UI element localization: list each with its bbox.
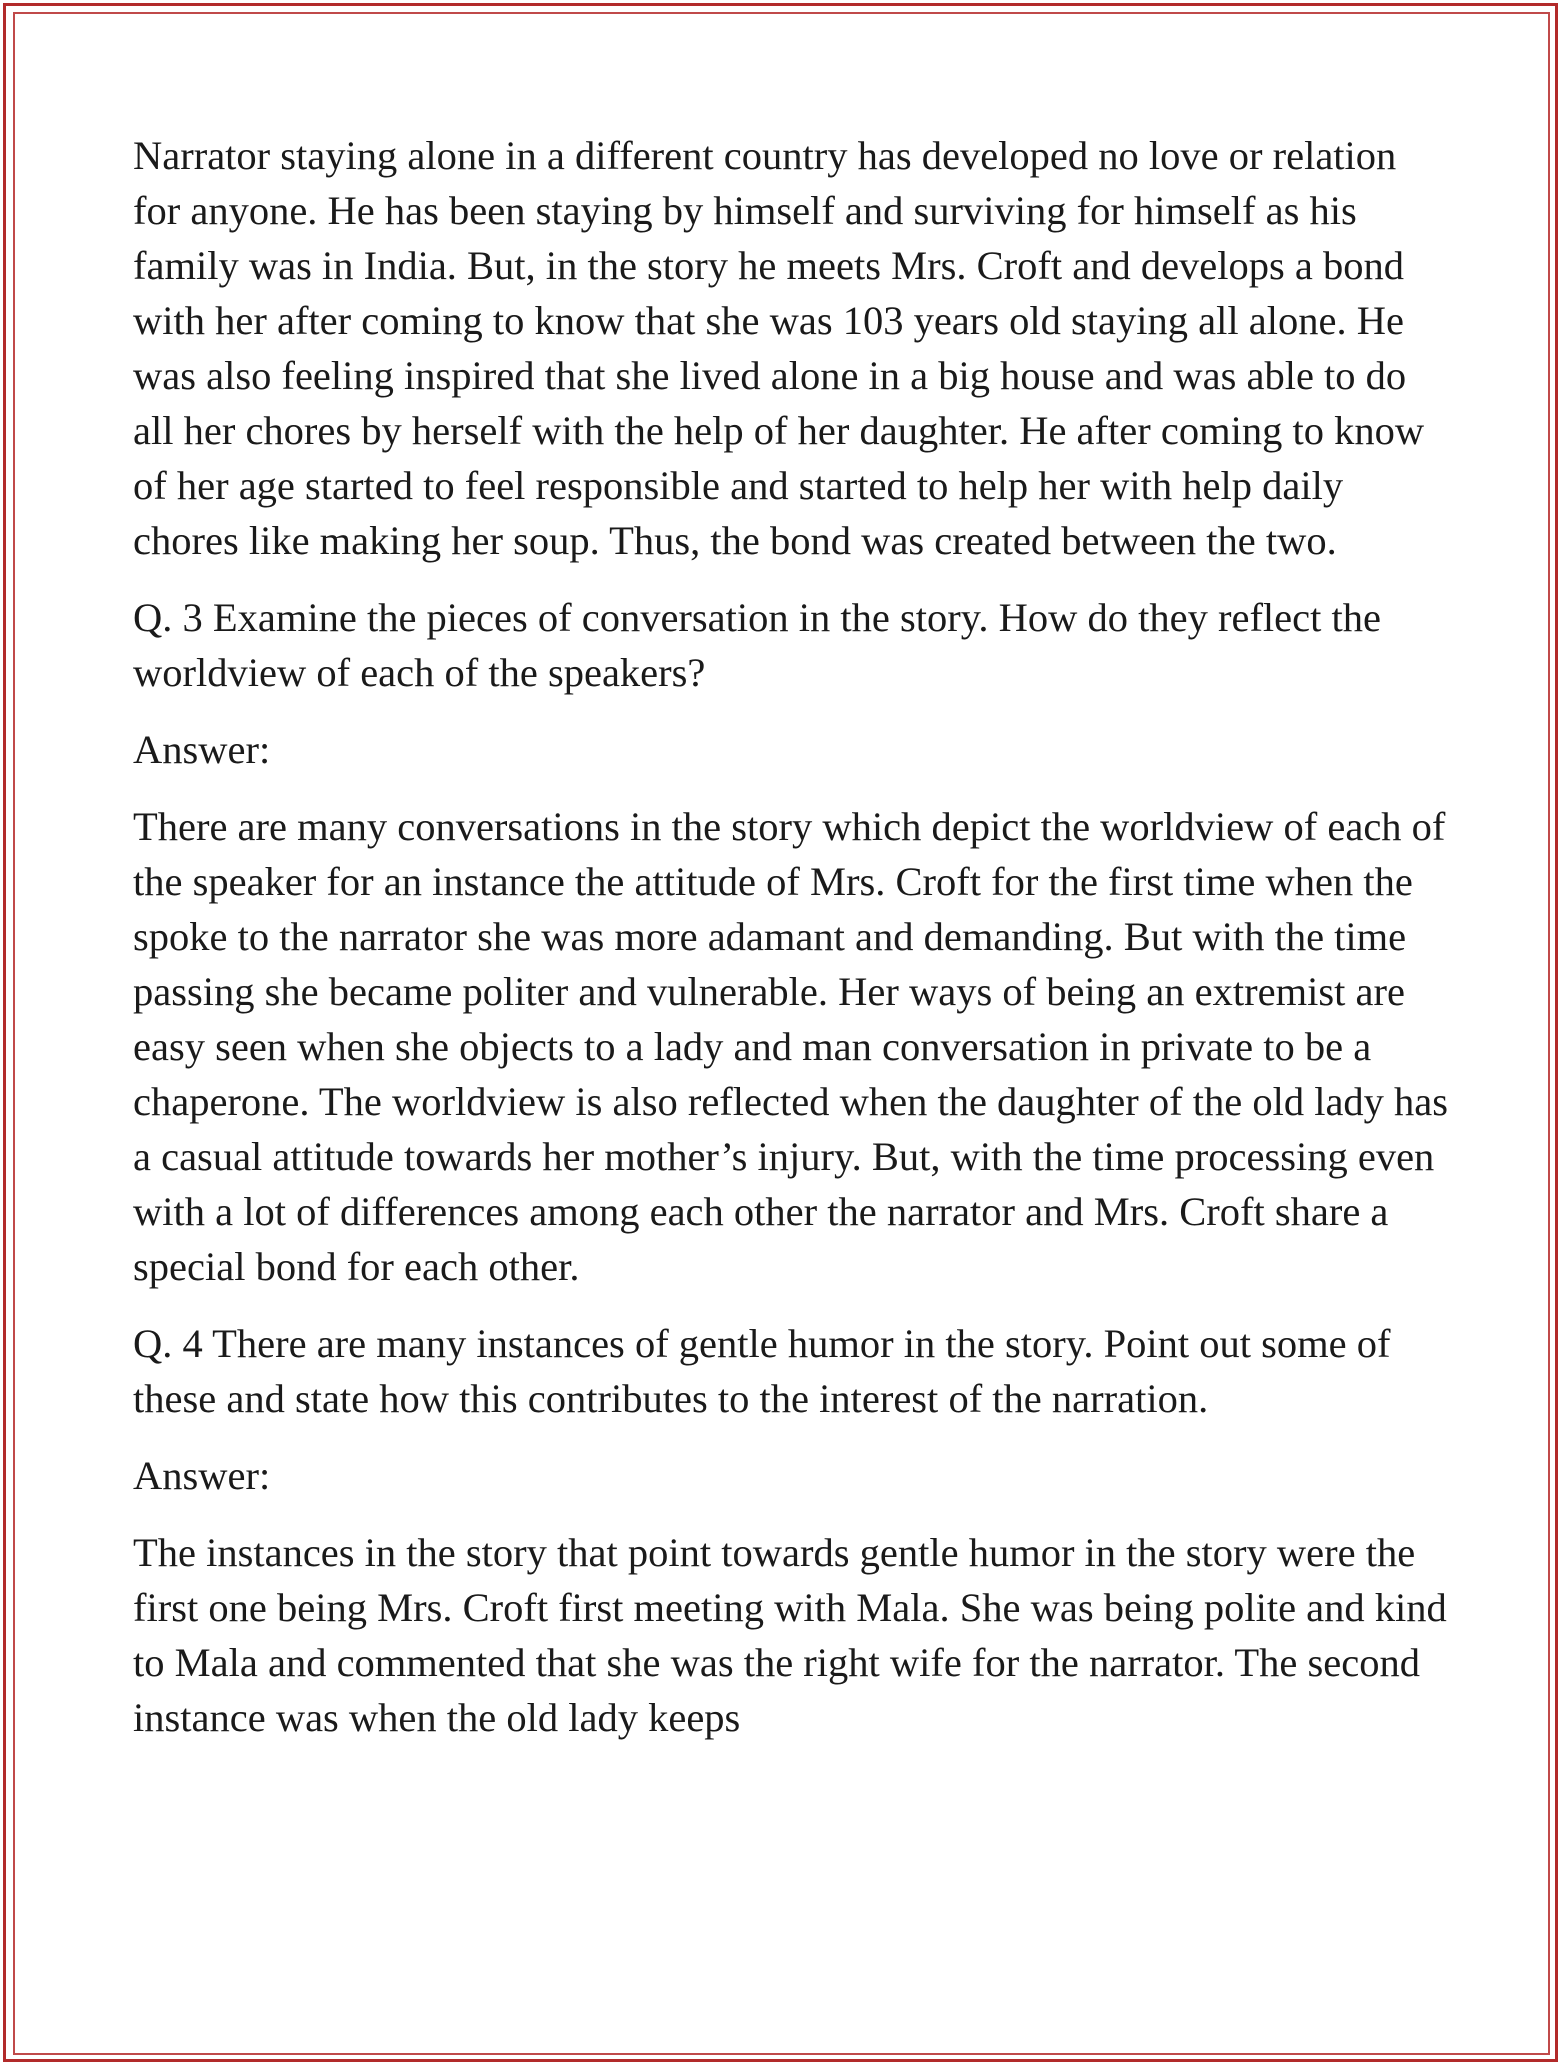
question-4: Q. 4 There are many instances of gentle humor in the story. Point out some of these and state how this contributes to the interest of the narration. bbox=[133, 1321, 1391, 1421]
answer-paragraph-q2: Narrator staying alone in a different country has developed no love or relation for anyone. He has been staying by himself and surviving for himself as his family was in India. But, in the story he meets Mrs. Croft and develops a bond with her after coming to know that she was 103 years old staying all alone. He was also feeling inspired that she lived alone in a big house and was able to do all her chores by herself with the help of her daughter. He after coming to know of her age started to feel responsible and started to help her with help daily chores like making her soup. Thus, the bond was created between the two. bbox=[133, 133, 1425, 563]
answer-paragraph-q3: There are many conversations in the story which depict the worldview of each of the speaker for an instance the attitude of Mrs. Croft for the first time when the spoke to the narrator she was more adamant and demanding. But with the time passing she became politer and vulnerable. Her ways of being an extremist are easy seen when she objects to a lady and man conversation in private to be a chaperone. The worldview is also reflected when the daughter of the old lady has a casual attitude towards her mother’s injury. But, with the time processing even with a lot of differences among each other the narrator and Mrs. Croft share a special bond for each other. bbox=[133, 804, 1449, 1289]
answer-label-q3: Answer: bbox=[133, 727, 271, 772]
answer-paragraph-q4: The instances in the story that point towards gentle humor in the story were the first one being Mrs. Croft first meeting with Mala. She was being polite and kind to Mala and commented that she was the right wife for the narrator. The second instance was when the old lady keeps bbox=[133, 1530, 1447, 1740]
document-body bbox=[133, 128, 1453, 1767]
question-3: Q. 3 Examine the pieces of conversation in the story. How do they reflect the worldview of each of the speakers? bbox=[133, 595, 1381, 695]
answer-label-q4: Answer: bbox=[133, 1453, 271, 1498]
